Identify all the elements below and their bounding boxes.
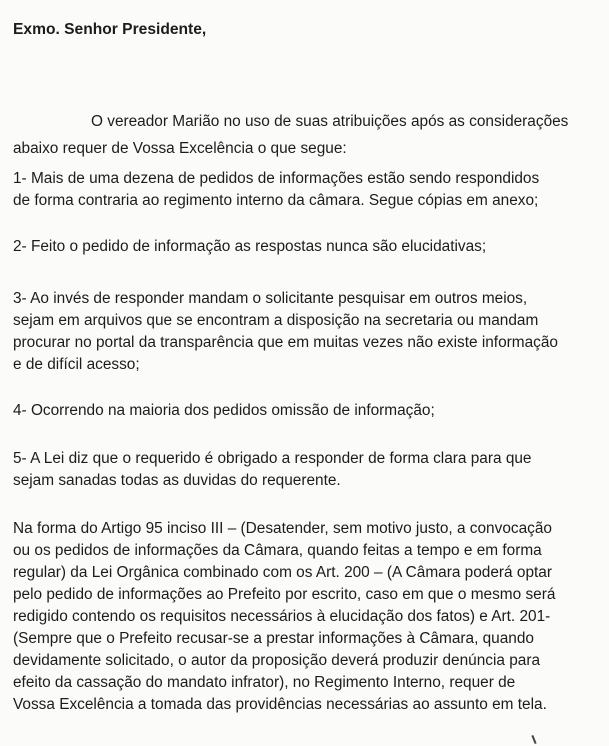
item-3-line: e de difícil acesso; — [13, 356, 140, 373]
item-4-line: 4- Ocorrendo na maioria dos pedidos omissão de informação; — [13, 402, 435, 419]
item-3-line: 3- Ao invés de responder mandam o solicitante pesquisar em outros meios, — [13, 290, 528, 307]
pen-mark — [531, 735, 536, 744]
closing-paragraph-line: efeito da cassação do mandato infrator), no Regimento Interno, requer de — [13, 674, 516, 691]
closing-paragraph-line: pelo pedido de informações ao Prefeito por escrito, caso em que o mesmo será — [13, 586, 556, 603]
item-5-line: 5- A Lei diz que o requerido é obrigado a responder de forma clara para que — [13, 450, 532, 467]
closing-paragraph-line: Vossa Excelência a tomada das providências necessárias ao assunto em tela. — [13, 696, 547, 713]
closing-paragraph-line: Na forma do Artigo 95 inciso III – (Desatender, sem motivo justo, a convocação — [13, 520, 552, 537]
closing-paragraph-line: regular) da Lei Orgânica combinado com os Art. 200 – (A Câmara poderá optar — [13, 564, 552, 581]
paragraph-line: O vereador Marião no uso de suas atribuições após as considerações — [91, 113, 569, 130]
paragraph-line: abaixo requer de Vossa Excelência o que segue: — [13, 140, 347, 157]
item-1-line: de forma contraria ao regimento interno da câmara. Segue cópias em anexo; — [13, 192, 539, 209]
item-3-line: sejam em arquivos que se encontram a disposição na secretaria ou mandam — [13, 312, 539, 329]
closing-paragraph-line: (Sempre que o Prefeito recusar-se a prestar informações à Câmara, quando — [13, 630, 534, 647]
salutation: Exmo. Senhor Presidente, — [13, 21, 207, 38]
closing-paragraph-line: devidamente solicitado, o autor da proposição deverá produzir denúncia para — [13, 652, 541, 669]
closing-paragraph-line: ou os pedidos de informações da Câmara, quando feitas a tempo e em forma — [13, 542, 542, 559]
item-2-line: 2- Feito o pedido de informação as respostas nunca são elucidativas; — [13, 238, 487, 255]
item-3-line: procurar no portal da transparência que em muitas vezes não existe informação — [13, 334, 558, 351]
item-1-line: 1- Mais de uma dezena de pedidos de informações estão sendo respondidos — [13, 170, 540, 187]
item-5-line: sejam sanadas todas as duvidas do requerente. — [13, 472, 341, 489]
closing-paragraph-line: redigido contendo os requisitos necessários à elucidação dos fatos) e Art. 201- — [13, 608, 551, 625]
